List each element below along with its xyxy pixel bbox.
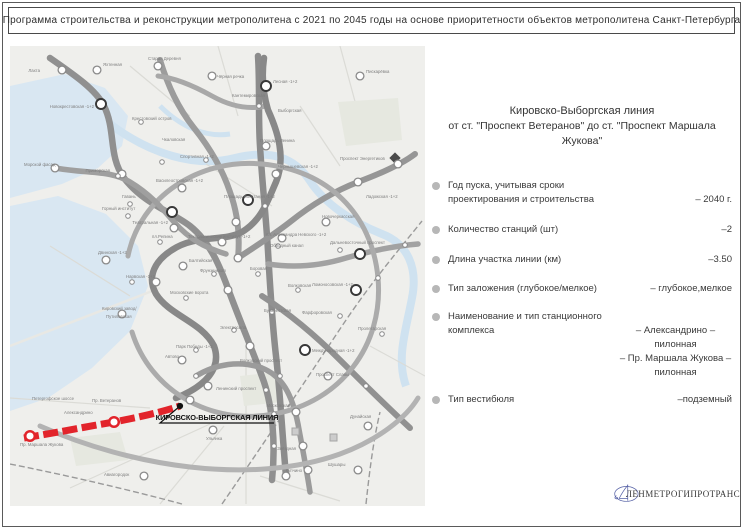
- map-station-label: Технологический институт -1+2: [188, 234, 251, 239]
- station: [204, 382, 212, 390]
- station: [304, 466, 312, 474]
- map-station-label: Дунайская: [350, 414, 372, 419]
- logo-text: ЛЕНМЕТРОГИПРОТРАНС: [625, 489, 740, 499]
- map-station-label: Авиагородок: [104, 472, 130, 477]
- info-row: [432, 310, 734, 380]
- map-station-label: Московские ворота: [170, 290, 209, 295]
- map-station-label: Ленинский проспект: [216, 386, 257, 391]
- station: [116, 174, 121, 179]
- map-station-label: Фрунзенская: [200, 268, 226, 273]
- map-station-label: Ломоносовская -1+2: [312, 282, 353, 287]
- map-station-label: Пр. Ветеранов: [92, 398, 122, 403]
- station: [282, 472, 290, 480]
- station: [224, 286, 232, 294]
- info-label: Тип заложения (глубокое/мелкое): [448, 283, 597, 294]
- station: [93, 66, 101, 74]
- station: [394, 160, 402, 168]
- map-station-label: пл. Александра Невского -1+2: [266, 232, 327, 237]
- station: [178, 184, 186, 192]
- map-station-label: Обводный канал: [270, 243, 304, 248]
- station: [178, 356, 186, 364]
- map-station-label: Приморская: [85, 168, 110, 173]
- transfer-station: [300, 345, 310, 355]
- station: [152, 278, 160, 286]
- station: [234, 254, 242, 262]
- station: [186, 396, 194, 404]
- map-station-label: пл.Репина: [152, 234, 173, 239]
- road: [300, 106, 340, 166]
- map-station-label: Театральная -1+2: [132, 220, 168, 225]
- new-station: [109, 417, 119, 427]
- map-station-label: Электросила: [220, 325, 246, 330]
- station: [272, 444, 277, 449]
- highlighted-new-line: [24, 406, 180, 438]
- line-extent: от ст. "Проспект Ветеранов" до ст. "Проспект Маршала Жукова": [448, 120, 716, 147]
- map-station-label: Московская: [266, 403, 290, 408]
- station: [264, 388, 269, 393]
- station: [263, 204, 268, 209]
- city-map: [10, 46, 425, 506]
- panel-heading: [430, 104, 734, 149]
- map-station-label: Международная -1+2: [312, 348, 355, 353]
- station: [322, 218, 330, 226]
- map-station-label: Кантемировская: [232, 93, 265, 98]
- info-row: [432, 223, 734, 237]
- map-station-label: Лахта: [28, 68, 40, 73]
- map-station-label: Двинская -1+2: [98, 250, 127, 255]
- station: [257, 104, 262, 109]
- map-station-label: Яхтенная: [103, 62, 122, 67]
- map-station-label: Ладожская -1+2: [366, 194, 398, 199]
- map-station-label: Новокрестовская -1+2: [49, 104, 94, 109]
- map-station-label: Проспект Энергетиков: [340, 156, 385, 161]
- station: [299, 442, 307, 450]
- map-station-label: Морской фасад: [24, 162, 56, 167]
- station: [209, 426, 217, 434]
- station: [356, 72, 364, 80]
- station: [154, 62, 162, 70]
- title-box: [2, 7, 741, 34]
- info-value: –3.50: [708, 254, 732, 265]
- map-station-label: Чёрная речка: [217, 74, 245, 79]
- map-station-label: Путиловская: [106, 314, 132, 319]
- station: [158, 240, 163, 245]
- map-station-label: Старая Деревня: [148, 56, 181, 61]
- map-station-label: Фарфоровская: [302, 310, 332, 315]
- map-station-label: Петергофское шоссе: [32, 396, 75, 401]
- map-station-label: Выборгская: [278, 108, 302, 113]
- map-station-label: Волковский проспект: [240, 358, 283, 363]
- bullet-icon: [432, 182, 440, 190]
- map-station-label: Горный институт: [102, 206, 136, 211]
- bullet-icon: [432, 396, 440, 404]
- city-block: [338, 98, 402, 146]
- map-station-label: Новочеркасская: [322, 214, 355, 219]
- info-value: – глубокое,мелкое: [650, 283, 732, 294]
- bullet-icon: [432, 226, 440, 234]
- line-name: Кировско-Выборгская линия: [509, 105, 655, 117]
- map-station-label: Звёздная: [277, 446, 296, 451]
- bullet-icon: [432, 256, 440, 264]
- station: [262, 142, 270, 150]
- map-station-label: Александрино: [64, 410, 93, 415]
- new-station: [25, 431, 35, 441]
- info-row: [432, 282, 734, 296]
- page-title: Программа строительства и реконструкции метрополитена с 2021 по 2045 годы на основе приоритетности объектов метрополитена Санкт-Петербурга: [2, 15, 741, 26]
- depot-square: [292, 428, 299, 435]
- info-label: Количество станций (шт): [448, 224, 559, 235]
- map-station-label: Купчино: [285, 468, 302, 473]
- map-station-label: Бухарестская: [264, 308, 292, 313]
- info-value: – Александрино – пилонная – Пр. Маршала Жукова – пилонная: [619, 325, 732, 378]
- map-station-label: Пискарёвка: [366, 69, 390, 74]
- station: [179, 262, 187, 270]
- info-value: – 2040 г.: [695, 194, 732, 205]
- transfer-station: [96, 99, 106, 109]
- station: [364, 422, 372, 430]
- station: [380, 332, 385, 337]
- station: [140, 472, 148, 480]
- map-station-label: Пролетарская: [358, 326, 387, 331]
- map-station-label: Пр. Маршала Жукова: [20, 442, 64, 447]
- station: [364, 384, 369, 389]
- station: [160, 160, 165, 165]
- transfer-station: [355, 249, 365, 259]
- station: [403, 243, 408, 248]
- info-value: –2: [721, 224, 732, 235]
- map-station-label: Крестовский остров: [132, 116, 172, 121]
- station: [376, 276, 381, 281]
- map-station-label: Чернышевская -1+2: [278, 164, 318, 169]
- info-value: –подземный: [677, 394, 732, 405]
- station: [130, 280, 135, 285]
- transfer-station: [261, 81, 271, 91]
- map-station-label: Кировский завод/: [102, 306, 137, 311]
- station: [354, 466, 362, 474]
- info-label: Тип вестибюля: [448, 394, 515, 405]
- info-label: Наименование и тип станционного комплекса: [448, 311, 602, 336]
- map-station-label: Парк Победы -1+2: [176, 344, 213, 349]
- metro-map-svg: [10, 46, 425, 506]
- depot-square: [330, 434, 337, 441]
- info-row: [432, 179, 734, 207]
- bullet-icon: [432, 285, 440, 293]
- station: [194, 374, 199, 379]
- water-gulf-south: [10, 196, 148, 411]
- station: [278, 374, 283, 379]
- map-station-label: Спортивная -1+2: [180, 154, 214, 159]
- map-station-label: Площадь Восстания -1+2: [224, 194, 275, 199]
- map-station-label: Проспект Славы: [316, 372, 350, 377]
- station: [102, 256, 110, 264]
- station: [232, 218, 240, 226]
- map-station-label: Василеостровская -1+2: [156, 178, 203, 183]
- info-row: [432, 393, 734, 407]
- station: [184, 296, 189, 301]
- map-station-label: Чкаловская: [162, 137, 186, 142]
- company-logo: [612, 468, 740, 518]
- metro-line: [262, 296, 410, 428]
- map-station-label: Дальневосточный проспект: [330, 240, 385, 245]
- map-station-label: Площадь Ленина: [260, 138, 295, 143]
- station: [338, 248, 343, 253]
- station: [208, 72, 216, 80]
- map-station-label: Боровая: [250, 266, 267, 271]
- map-station-label: Автово: [165, 354, 179, 359]
- station: [296, 288, 301, 293]
- station: [256, 272, 261, 277]
- station: [126, 214, 131, 219]
- station: [354, 178, 362, 186]
- info-label: Год пуска, учитывая сроки проектирования и строительства: [448, 180, 594, 205]
- map-station-label: Лесная -1+2: [273, 79, 298, 84]
- railway: [10, 464, 182, 504]
- info-row: [432, 253, 734, 267]
- info-label: Длина участка линии (км): [448, 254, 562, 265]
- map-station-label: Шушары: [328, 462, 346, 467]
- station: [292, 408, 300, 416]
- station: [58, 66, 66, 74]
- road: [370, 346, 425, 376]
- map-station-label: Ульянка: [206, 436, 223, 441]
- transfer-station: [167, 207, 177, 217]
- map-station-label: Волковская: [288, 283, 312, 288]
- station: [170, 224, 178, 232]
- map-station-label: Балтийская: [189, 258, 213, 263]
- station: [218, 238, 226, 246]
- station: [338, 314, 343, 319]
- line-callout-label: КИРОВСКО-ВЫБОРГСКАЯ ЛИНИЯ: [155, 413, 279, 422]
- map-station-label: Гавань: [122, 194, 136, 199]
- info-rows: [430, 179, 734, 407]
- station: [246, 342, 254, 350]
- station: [272, 170, 280, 178]
- bullet-icon: [432, 313, 440, 321]
- info-panel: [430, 46, 734, 505]
- map-station-label: Нарвская -1+2: [126, 274, 155, 279]
